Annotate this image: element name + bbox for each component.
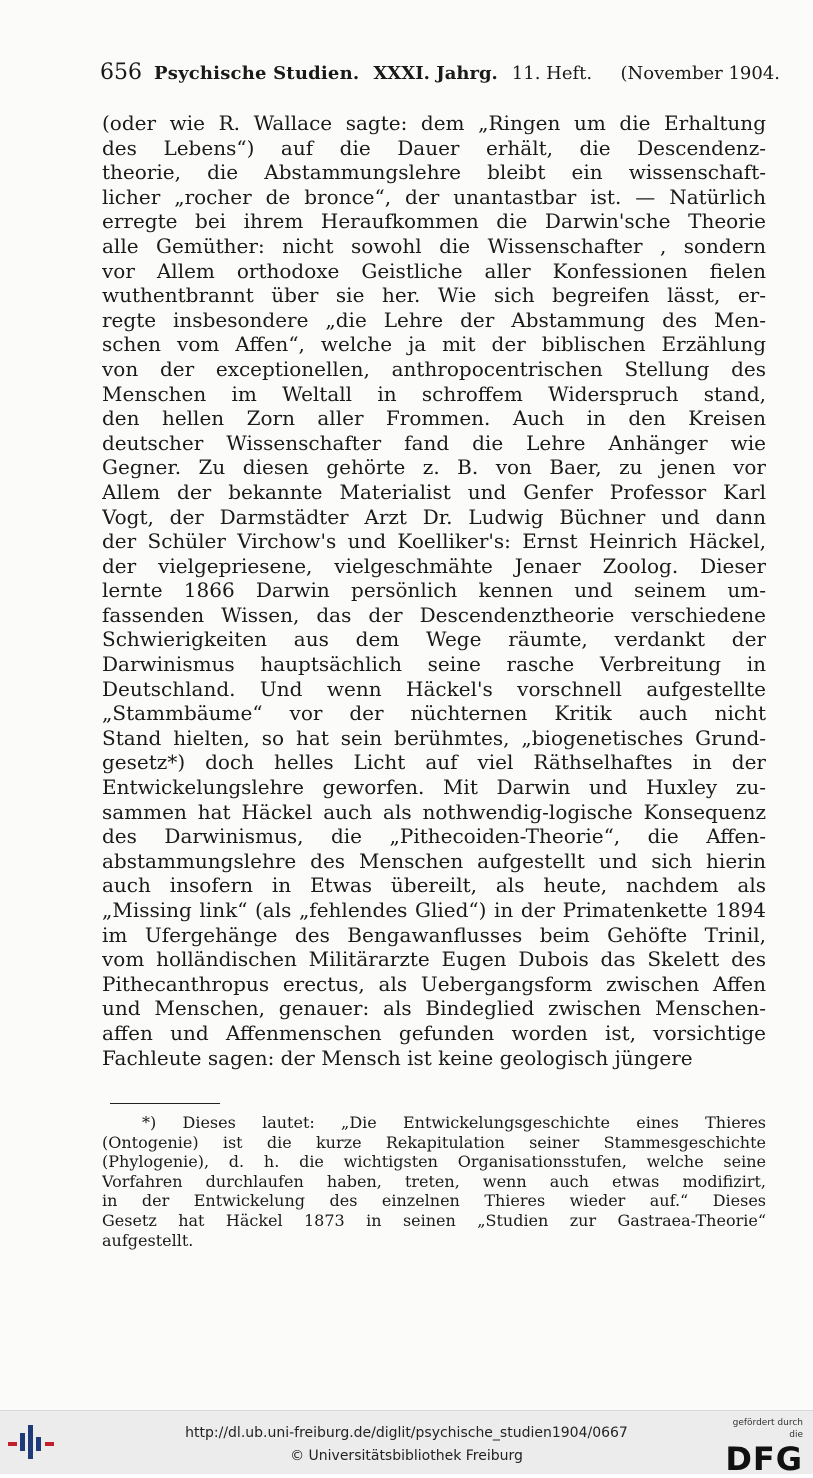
footnote-line: (Ontogenie) ist die kurze Rekapitulation seiner Stammesgeschichte: [102, 1132, 766, 1152]
body-line: Pithecanthropus erectus, als Uebergangsform zwischen Affen: [102, 971, 766, 996]
body-line: alle Gemüther: nicht sowohl die Wissenschafter , sondern: [102, 233, 766, 258]
body-line: wuthentbrannt über sie her. Wie sich begreifen lässt, er-: [102, 283, 766, 308]
body-line: vor Allem orthodoxe Geistliche aller Konfessionen fielen: [102, 258, 766, 283]
body-line: regte insbesondere „die Lehre der Abstammung des Men-: [102, 307, 766, 332]
body-line: gesetz*) doch helles Licht auf viel Räthselhaftes in der: [102, 750, 766, 775]
body-line: lernte 1866 Darwin persönlich kennen und seinem um-: [102, 578, 766, 603]
body-line: „Missing link“ (als „fehlendes Glied“) in der Primatenkette 1894: [102, 898, 766, 922]
body-line: des Lebens“) auf die Dauer erhält, die Descendenz-: [102, 135, 766, 160]
body-line: der vielgepriesene, vielgeschmähte Jenaer Zoolog. Dieser: [102, 553, 766, 578]
body-line: abstammungslehre des Menschen aufgestellt und sich hierin: [102, 848, 766, 873]
body-line: „Stammbäume“ vor der nüchternen Kritik auch nicht: [102, 701, 766, 726]
body-line: Allem der bekannte Materialist und Genfer Professor Karl: [102, 479, 766, 504]
page-url-link[interactable]: http://dl.ub.uni-freiburg.de/diglit/psychische_studien1904/0667: [185, 1425, 628, 1441]
body-line: Fachleute sagen: der Mensch ist keine geologisch jüngere: [102, 1045, 693, 1070]
body-text: [102, 111, 766, 1070]
body-line: (oder wie R. Wallace sagte: dem „Ringen um die Erhaltung: [102, 111, 766, 135]
body-line: Entwickelungslehre geworfen. Mit Darwin und Huxley zu-: [102, 775, 766, 800]
dfg-logo[interactable]: [717, 1417, 803, 1478]
footnote: [102, 1113, 766, 1250]
journal-title: Psychische Studien.: [154, 63, 360, 84]
body-line: Menschen im Weltall in schroffem Widerspruch stand,: [102, 381, 766, 406]
body-line: des Darwinismus, die „Pithecoiden-Theorie“, die Affen-: [102, 824, 766, 849]
volume-label: XXXI. Jahrg.: [373, 63, 498, 84]
footnote-line: aufgestellt.: [102, 1230, 194, 1250]
dfg-funded-label: gefördert durch die: [732, 1418, 803, 1440]
footnote-rule: [110, 1103, 220, 1104]
body-line: Schwierigkeiten aus dem Wege räumte, verdankt der: [102, 627, 766, 652]
dfg-logo-text: DFG: [725, 1440, 803, 1478]
footnote-line: *) Dieses lautet: „Die Entwickelungsgeschichte eines Thieres: [142, 1113, 766, 1132]
body-line: fassenden Wissen, das der Descendenztheorie verschiedene: [102, 602, 766, 627]
running-header: [100, 60, 780, 90]
footnote-line: Vorfahren durchlaufen haben, treten, wenn auch etwas modifizirt,: [102, 1171, 766, 1191]
footnote-line: Gesetz hat Häckel 1873 in seinen „Studien zur Gastraea-Theorie“: [102, 1210, 766, 1230]
viewer-footer: [0, 1410, 813, 1478]
body-line: erregte bei ihrem Heraufkommen die Darwin'sche Theorie: [102, 209, 766, 234]
body-line: licher „rocher de bronce“, der unantastbar ist. — Natürlich: [102, 184, 766, 209]
footnote-line: (Phylogenie), d. h. die wichtigsten Organisationsstufen, welche seine: [102, 1152, 766, 1172]
body-line: schen vom Affen“, welche ja mit der biblischen Erzählung: [102, 332, 766, 357]
copyright-text: © Universitätsbibliothek Freiburg: [290, 1448, 523, 1464]
body-line: vom holländischen Militärarzte Eugen Dubois das Skelett des: [102, 947, 766, 972]
date-label: (November 1904.: [620, 63, 780, 84]
body-line: Vogt, der Darmstädter Arzt Dr. Ludwig Büchner und dann: [102, 504, 766, 529]
body-line: der Schüler Virchow's und Koelliker's: Ernst Heinrich Häckel,: [102, 529, 766, 554]
body-line: den hellen Zorn aller Frommen. Auch in den Kreisen: [102, 406, 766, 431]
footnote-line: in der Entwickelung des einzelnen Thieres wieder auf.“ Dieses: [102, 1191, 766, 1211]
body-line: affen und Affenmenschen gefunden worden ist, vorsichtige: [102, 1020, 766, 1045]
body-line: und Menschen, genauer: als Bindeglied zwischen Menschen-: [102, 996, 766, 1021]
body-line: von der exceptionellen, anthropocentrischen Stellung des: [102, 356, 766, 381]
body-line: theorie, die Abstammungslehre bleibt ein wissenschaft-: [102, 160, 766, 185]
issue-label: 11. Heft.: [511, 63, 593, 84]
page-number: 656: [100, 60, 142, 85]
body-line: Stand hielten, so hat sein berühmtes, „biogenetisches Grund-: [102, 725, 766, 750]
body-line: Darwinismus hauptsächlich seine rasche Verbreitung in: [102, 652, 766, 677]
body-line: deutscher Wissenschafter fand die Lehre Anhänger wie: [102, 430, 766, 455]
body-line: Gegner. Zu diesen gehörte z. B. von Baer, zu jenen vor: [102, 455, 766, 480]
body-line: im Ufergehänge des Bengawanflusses beim Gehöfte Trinil,: [102, 922, 766, 947]
body-line: auch insofern in Etwas übereilt, als heute, nachdem als: [102, 873, 766, 898]
body-line: sammen hat Häckel auch als nothwendig-logische Konsequenz: [102, 799, 766, 824]
body-line: Deutschland. Und wenn Häckel's vorschnell aufgestellte: [102, 676, 766, 701]
